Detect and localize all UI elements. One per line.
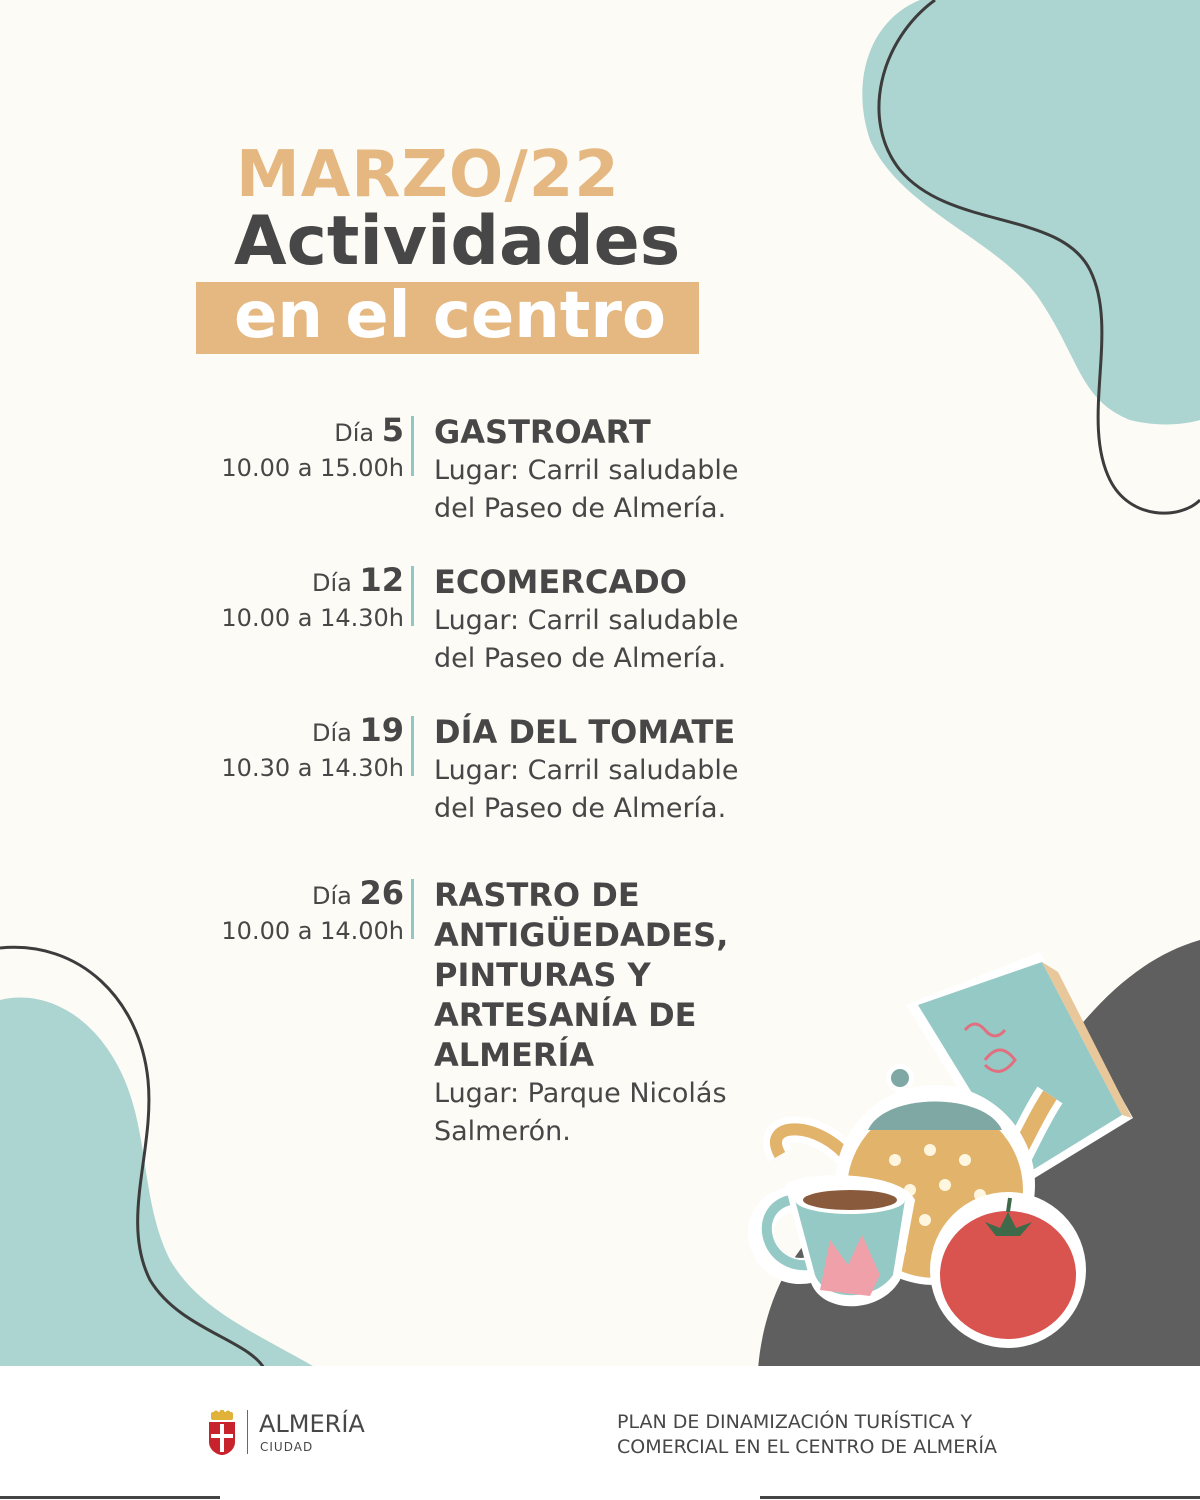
event-time: 10.00 a 14.30h bbox=[221, 604, 404, 632]
footer-divider bbox=[760, 1496, 1200, 1499]
event-place-label: Lugar: bbox=[434, 455, 520, 486]
event-time: 10.30 a 14.30h bbox=[221, 754, 404, 782]
teal-blob-bottom-left bbox=[0, 998, 320, 1370]
event-name: RASTRO DE bbox=[434, 876, 640, 914]
event-day-prefix: Día bbox=[311, 882, 352, 910]
logo-separator bbox=[247, 1410, 248, 1454]
event-date bbox=[221, 712, 404, 785]
event-name: ALMERÍA bbox=[434, 1036, 595, 1074]
event-day-number: 5 bbox=[381, 411, 404, 449]
event-day-number: 12 bbox=[359, 561, 404, 599]
event-divider bbox=[411, 416, 414, 476]
event-place: del Paseo de Almería. bbox=[434, 793, 727, 824]
event-divider bbox=[411, 566, 414, 626]
event-name: ECOMERCADO bbox=[434, 563, 687, 601]
event-place: Parque Nicolás bbox=[519, 1078, 727, 1109]
title-subheading: en el centro bbox=[234, 279, 666, 353]
event-date bbox=[221, 875, 404, 948]
tomato-icon bbox=[930, 1192, 1086, 1348]
event-day-prefix: Día bbox=[311, 569, 352, 597]
event-name: ARTESANÍA DE bbox=[434, 996, 697, 1034]
event-name: PINTURAS Y bbox=[434, 956, 651, 994]
event-details bbox=[434, 562, 804, 678]
event-place-label: Lugar: bbox=[434, 605, 520, 636]
event-details bbox=[434, 875, 804, 1151]
footer-divider bbox=[0, 1496, 220, 1499]
city-crest-icon bbox=[207, 1410, 237, 1456]
event-place: Salmerón. bbox=[434, 1116, 571, 1147]
event-date bbox=[221, 562, 404, 635]
title-highlight-box bbox=[196, 279, 699, 354]
logo-subtitle: CIUDAD bbox=[260, 1440, 314, 1454]
event-day-prefix: Día bbox=[334, 419, 375, 447]
event-time: 10.00 a 14.00h bbox=[221, 917, 404, 945]
event-place: Carril saludable bbox=[519, 605, 739, 636]
event-place: Carril saludable bbox=[519, 755, 739, 786]
plan-text-line: COMERCIAL EN EL CENTRO DE ALMERÍA bbox=[617, 1436, 997, 1458]
event-details bbox=[434, 712, 804, 828]
event-day-prefix: Día bbox=[311, 719, 352, 747]
event-details bbox=[434, 412, 804, 528]
plan-text bbox=[617, 1410, 997, 1460]
event-name: ANTIGÜEDADES, bbox=[434, 916, 729, 954]
event-divider bbox=[411, 716, 414, 776]
event-divider bbox=[411, 879, 414, 939]
event-place-label: Lugar: bbox=[434, 755, 520, 786]
event-place: del Paseo de Almería. bbox=[434, 643, 727, 674]
event-time: 10.00 a 15.00h bbox=[221, 454, 404, 482]
plan-text-line: PLAN DE DINAMIZACIÓN TURÍSTICA Y bbox=[617, 1411, 973, 1433]
month-heading: MARZO/22 bbox=[236, 138, 620, 212]
event-day-number: 26 bbox=[359, 874, 404, 912]
event-name: DÍA DEL TOMATE bbox=[434, 713, 736, 751]
event-name: GASTROART bbox=[434, 413, 651, 451]
event-date bbox=[221, 412, 404, 485]
event-place: Carril saludable bbox=[519, 455, 739, 486]
title-heading: Actividades bbox=[234, 202, 681, 281]
teal-blob-top-right bbox=[862, 0, 1200, 424]
event-place: del Paseo de Almería. bbox=[434, 493, 727, 524]
footer bbox=[0, 1366, 1200, 1500]
event-place-label: Lugar: bbox=[434, 1078, 520, 1109]
logo-name: ALMERÍA bbox=[259, 1410, 365, 1438]
event-day-number: 19 bbox=[359, 711, 404, 749]
